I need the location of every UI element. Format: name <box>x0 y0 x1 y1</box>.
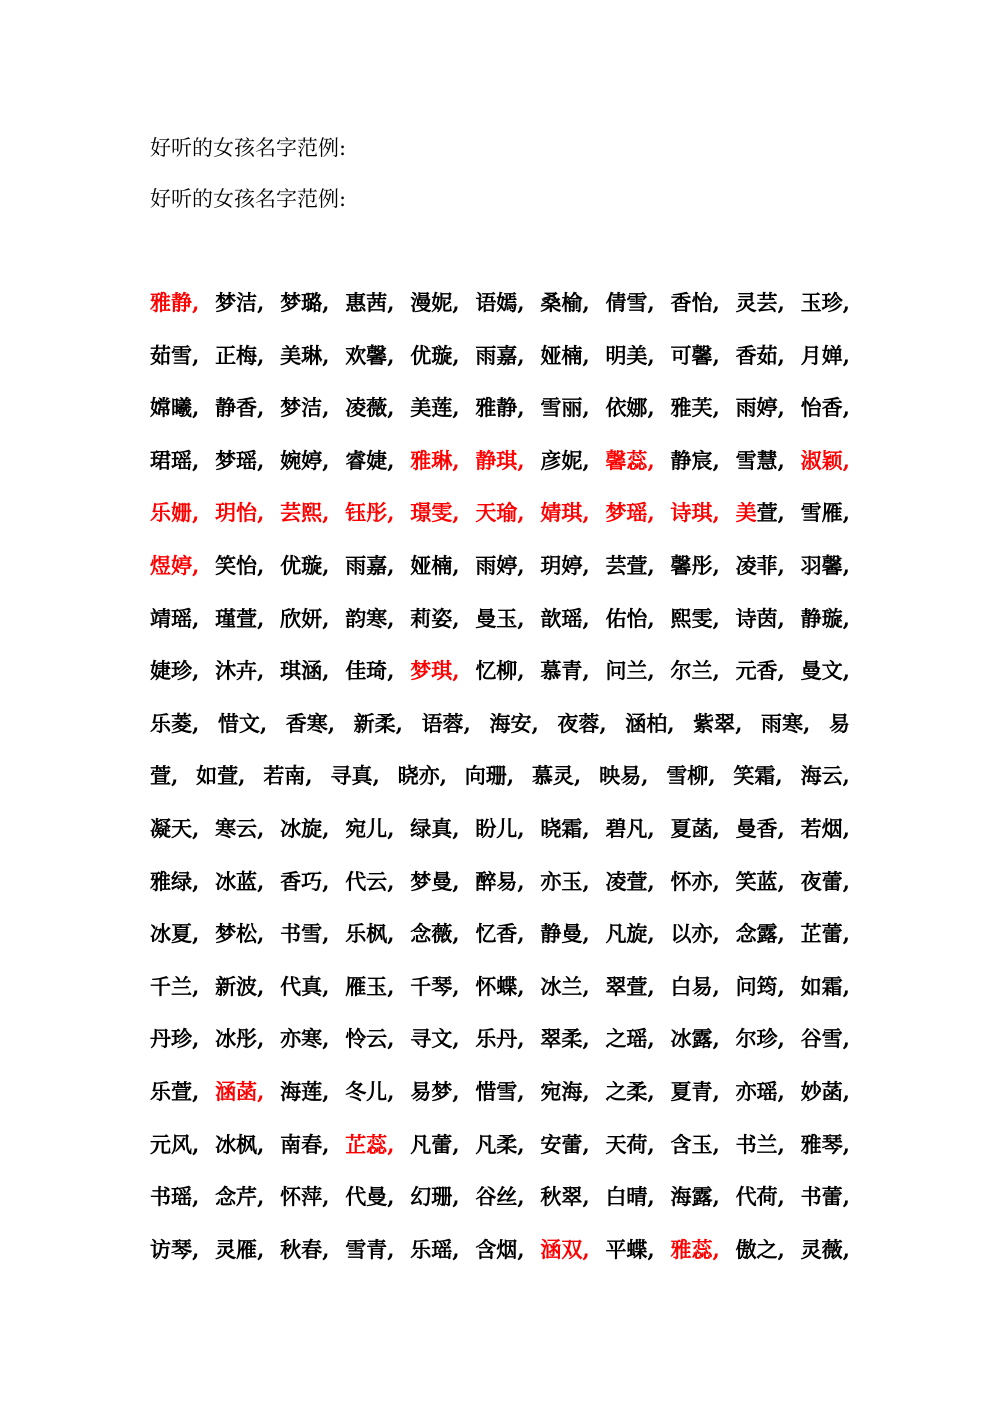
name-item: 香寒, <box>285 710 336 736</box>
name-item: 紫翠, <box>693 710 743 736</box>
name-item: 涵菡, <box>215 1078 265 1104</box>
name-item: 访琴, <box>150 1236 200 1262</box>
name-item: 雨婷, <box>735 395 785 421</box>
name-item: 乐菱, <box>150 710 200 736</box>
name-item: 乐姗, <box>150 500 200 526</box>
name-item: 秋翠, <box>540 1184 590 1210</box>
name-item: 绿真, <box>410 815 460 841</box>
name-item: 秋春, <box>280 1236 330 1262</box>
name-item: 香巧, <box>280 868 330 894</box>
name-item: 冰旋, <box>280 815 330 841</box>
name-item: 怜云, <box>345 1026 395 1052</box>
name-item: 书雪, <box>280 921 330 947</box>
name-item: 桑榆, <box>540 290 590 315</box>
name-item: 可馨, <box>670 342 720 368</box>
name-item: 优璇, <box>280 552 330 578</box>
name-item: 淑颖, <box>800 447 850 473</box>
name-item: 冬儿, <box>345 1078 395 1104</box>
name-item: 正梅, <box>215 342 265 368</box>
name-item: 之柔, <box>605 1078 655 1104</box>
name-item: 怀亦, <box>670 868 720 894</box>
name-item: 碧凡, <box>605 815 655 841</box>
name-item: 平蝶, <box>605 1236 655 1262</box>
name-item: 韵寒, <box>345 605 395 631</box>
name-item: 凌萱, <box>605 868 655 894</box>
name-item: 乐枫, <box>345 921 395 947</box>
name-item: 白晴, <box>605 1184 655 1210</box>
name-item: 诗茵, <box>735 605 785 631</box>
name-item: 婧琪, <box>540 500 590 526</box>
name-item: 娅楠, <box>540 342 590 368</box>
name-item: 新柔, <box>353 710 403 736</box>
name-item: 曼玉, <box>475 605 525 631</box>
name-item: 曼香, <box>735 815 785 841</box>
name-item: 尔珍, <box>735 1026 785 1052</box>
name-item: 惜雪, <box>475 1078 525 1104</box>
name-item: 雅琳, <box>410 447 460 473</box>
name-item: 灵雁, <box>215 1236 265 1262</box>
name-item: 问兰, <box>605 658 655 684</box>
name-item: 静琪, <box>475 447 525 473</box>
name-item: 冰枫, <box>215 1131 265 1157</box>
name-row <box>150 444 850 497</box>
name-item: 笑霜, <box>733 763 783 789</box>
name-row <box>150 602 850 655</box>
name-item: 明美, <box>605 342 655 368</box>
name-item: 诗琪, <box>670 500 720 526</box>
name-item: 馨蕊, <box>605 447 655 473</box>
name-item: 冰蓝, <box>215 868 265 894</box>
name-item: 灵芸, <box>735 290 785 315</box>
name-row <box>150 970 850 1023</box>
name-item: 乐瑶, <box>410 1236 460 1262</box>
name-item: 雪青, <box>345 1236 395 1262</box>
name-item: 靖瑶, <box>150 605 200 631</box>
name-item: 熙雯, <box>670 605 720 631</box>
name-item: 夏青, <box>670 1078 720 1104</box>
name-item: 丹珍, <box>150 1026 200 1052</box>
name-item: 美莲, <box>410 395 460 421</box>
name-item: 以亦, <box>670 921 720 947</box>
name-item: 夜蕾, <box>800 868 850 894</box>
name-row <box>150 812 850 865</box>
name-item: 雨寒, <box>761 710 811 736</box>
name-item: 慕青, <box>540 658 590 684</box>
name-item: 凌菲, <box>735 552 785 578</box>
name-item: 寻文, <box>410 1026 460 1052</box>
name-item: 涵柏, <box>625 710 675 736</box>
name-item: 梦洁, <box>215 290 265 315</box>
name-item: 寻真, <box>330 763 380 789</box>
name-item: 雨嘉, <box>345 552 395 578</box>
page-subheading: 好听的女孩名字范例: <box>150 187 347 211</box>
name-item: 天瑜, <box>475 500 525 526</box>
name-item: 雪雁, <box>800 500 850 526</box>
name-item: 倩雪, <box>605 290 655 315</box>
name-item: 谷雪, <box>800 1026 850 1052</box>
name-row <box>150 759 850 812</box>
name-item: 醉易, <box>475 868 525 894</box>
name-item: 梦松, <box>215 921 265 947</box>
name-row <box>150 654 850 707</box>
name-item: 海露, <box>670 1184 720 1210</box>
name-item: 盼儿, <box>475 815 525 841</box>
name-item: 娅楠, <box>410 552 460 578</box>
name-item: 玉珍, <box>800 290 850 315</box>
name-item: 玥怡, <box>215 500 265 526</box>
name-item: 念薇, <box>410 921 460 947</box>
name-item: 曼文, <box>800 658 850 684</box>
name-item: 月婵, <box>800 342 850 368</box>
name-item: 含玉, <box>670 1131 720 1157</box>
name-item: 海云, <box>800 763 850 789</box>
name-item: 歆瑶, <box>540 605 590 631</box>
name-item: 漫妮, <box>410 290 460 315</box>
name-item: 依娜, <box>605 395 655 421</box>
name-item: 冰露, <box>670 1026 720 1052</box>
name-item: 茹雪, <box>150 342 200 368</box>
name-item: 馨彤, <box>670 552 720 578</box>
name-item: 语蓉, <box>421 710 471 736</box>
name-item: 如萱, <box>196 763 246 789</box>
name-item: 玥婷, <box>540 552 590 578</box>
name-item: 欣妍, <box>280 605 330 631</box>
name-item: 宛海, <box>540 1078 590 1104</box>
name-item: 梦曼, <box>410 868 460 894</box>
name-row <box>150 1075 850 1128</box>
name-row <box>150 1233 850 1286</box>
name-item: 静曼, <box>540 921 590 947</box>
name-item: 美琳, <box>280 342 330 368</box>
name-item: 芷蕊, <box>345 1131 395 1157</box>
name-item: 书兰, <box>735 1131 785 1157</box>
name-item: 晓霜, <box>540 815 590 841</box>
name-item: 梦洁, <box>280 395 330 421</box>
name-item: 凡旋, <box>605 921 655 947</box>
name-item: 晓亦, <box>397 763 447 789</box>
name-row <box>150 549 850 602</box>
name-item: 凡柔, <box>475 1131 525 1157</box>
name-item: 代荷, <box>735 1184 785 1210</box>
name-item: 谷丝, <box>475 1184 525 1210</box>
name-item: 千兰, <box>150 973 200 999</box>
name-item: 易梦, <box>410 1078 460 1104</box>
name-row <box>150 339 850 392</box>
name-item: 雅静, <box>475 395 525 421</box>
name-item: 南春, <box>280 1131 330 1157</box>
name-item: 香怡, <box>670 290 720 315</box>
name-item: 乐萱, <box>150 1078 200 1104</box>
name-item: 向珊, <box>464 763 515 789</box>
name-item: 琪涵, <box>280 658 330 684</box>
name-item: 书蕾, <box>800 1184 850 1210</box>
name-row <box>150 865 850 918</box>
name-item: 若烟, <box>800 815 850 841</box>
name-row <box>150 1180 850 1233</box>
name-row <box>150 286 850 339</box>
name-item: 书瑶, <box>150 1184 200 1210</box>
name-item: 惠茜, <box>345 290 395 315</box>
name-item: 梦瑶, <box>605 500 655 526</box>
name-item: 雪柳, <box>666 763 716 789</box>
name-item: 元风, <box>150 1131 200 1157</box>
name-item: 亦瑶, <box>735 1078 785 1104</box>
name-item: 宛儿, <box>345 815 395 841</box>
name-item: 梦璐, <box>280 290 330 315</box>
name-item: 婉婷, <box>280 447 330 473</box>
name-row <box>150 391 850 444</box>
name-item: 沐卉, <box>215 658 265 684</box>
name-item: 美萱, <box>735 500 785 526</box>
name-item: 千琴, <box>410 973 460 999</box>
name-item: 冰兰, <box>540 973 590 999</box>
name-item: 傲之, <box>735 1236 785 1262</box>
name-item: 欢馨, <box>345 342 395 368</box>
name-item: 亦寒, <box>280 1026 330 1052</box>
name-item: 雁玉, <box>345 973 395 999</box>
name-item: 笑怡, <box>215 552 265 578</box>
name-item: 婕珍, <box>150 658 200 684</box>
name-row <box>150 917 850 970</box>
name-item: 含烟, <box>475 1236 525 1262</box>
name-item: 映易, <box>599 763 649 789</box>
name-item: 凝天, <box>150 815 200 841</box>
name-item: 代云, <box>345 868 395 894</box>
name-item: 静香, <box>215 395 265 421</box>
name-item: 羽馨, <box>800 552 850 578</box>
name-item: 乐丹, <box>475 1026 525 1052</box>
name-item: 易 <box>828 710 850 736</box>
name-item: 忆柳, <box>475 658 525 684</box>
name-item: 元香, <box>735 658 785 684</box>
name-item: 海安, <box>489 710 539 736</box>
name-item: 雨嘉, <box>475 342 525 368</box>
name-item: 笑蓝, <box>735 868 785 894</box>
name-item: 珺瑶, <box>150 447 200 473</box>
name-item: 璟雯, <box>410 500 460 526</box>
name-row <box>150 707 850 760</box>
name-item: 冰彤, <box>215 1026 265 1052</box>
name-item: 翠柔, <box>540 1026 590 1052</box>
name-item: 语嫣, <box>475 290 525 315</box>
name-item: 雅蕊, <box>670 1236 720 1262</box>
name-row <box>150 1022 850 1075</box>
name-item: 亦玉, <box>540 868 590 894</box>
name-item: 代曼, <box>345 1184 395 1210</box>
name-item: 雅琴, <box>800 1131 850 1157</box>
name-item: 夏菡, <box>670 815 720 841</box>
name-item: 妙菡, <box>800 1078 850 1104</box>
name-item: 凌薇, <box>345 395 395 421</box>
name-item: 睿婕, <box>345 447 395 473</box>
name-item: 涵双, <box>540 1236 590 1262</box>
name-list <box>150 286 850 1285</box>
name-item: 念芹, <box>215 1184 265 1210</box>
name-item: 翠萱, <box>605 973 655 999</box>
name-item: 梦琪, <box>410 658 460 684</box>
name-item: 若南, <box>263 763 313 789</box>
name-item: 彦妮, <box>540 447 590 473</box>
name-item: 静璇, <box>800 605 850 631</box>
name-item: 莉姿, <box>410 605 460 631</box>
name-item: 问筠, <box>735 973 785 999</box>
name-item: 天荷, <box>605 1131 655 1157</box>
page-heading: 好听的女孩名字范例: <box>150 136 347 160</box>
name-item: 尔兰, <box>670 658 720 684</box>
name-item: 凡蕾, <box>410 1131 460 1157</box>
name-item: 如霜, <box>800 973 850 999</box>
name-item: 佳琦, <box>345 658 395 684</box>
name-item: 灵薇, <box>800 1236 850 1262</box>
name-item: 静宸, <box>670 447 720 473</box>
name-item: 钰彤, <box>345 500 395 526</box>
name-item: 雪慧, <box>735 447 785 473</box>
name-item: 念露, <box>735 921 785 947</box>
name-item: 海莲, <box>280 1078 330 1104</box>
name-item: 惜文, <box>217 710 268 736</box>
name-item: 香茹, <box>735 342 785 368</box>
name-item: 瑾萱, <box>215 605 265 631</box>
name-item: 佑怡, <box>605 605 655 631</box>
name-item: 代真, <box>280 973 330 999</box>
name-item: 雨婷, <box>475 552 525 578</box>
name-item: 怀萍, <box>280 1184 330 1210</box>
name-item: 寒云, <box>215 815 265 841</box>
name-item: 怡香, <box>800 395 850 421</box>
name-item: 优璇, <box>410 342 460 368</box>
name-item: 雪丽, <box>540 395 590 421</box>
name-item: 雅静, <box>150 290 200 315</box>
name-item: 新波, <box>215 973 265 999</box>
name-item: 梦瑶, <box>215 447 265 473</box>
name-item: 萱, <box>150 763 179 789</box>
name-item: 白易, <box>670 973 720 999</box>
name-item: 慕灵, <box>531 763 582 789</box>
name-row <box>150 1128 850 1181</box>
name-row <box>150 496 850 549</box>
name-item: 夜蓉, <box>557 710 607 736</box>
name-item: 雅芙, <box>670 395 720 421</box>
name-item: 怀蝶, <box>475 973 525 999</box>
name-item: 幻珊, <box>410 1184 460 1210</box>
name-item: 忆香, <box>475 921 525 947</box>
name-item: 之瑶, <box>605 1026 655 1052</box>
name-item: 雅绿, <box>150 868 200 894</box>
name-item: 安蕾, <box>540 1131 590 1157</box>
name-item: 芸熙, <box>280 500 330 526</box>
name-item: 冰夏, <box>150 921 200 947</box>
name-item: 煜婷, <box>150 552 200 578</box>
name-item: 芷蕾, <box>800 921 850 947</box>
name-item: 芸萱, <box>605 552 655 578</box>
name-item: 嫦曦, <box>150 395 200 421</box>
